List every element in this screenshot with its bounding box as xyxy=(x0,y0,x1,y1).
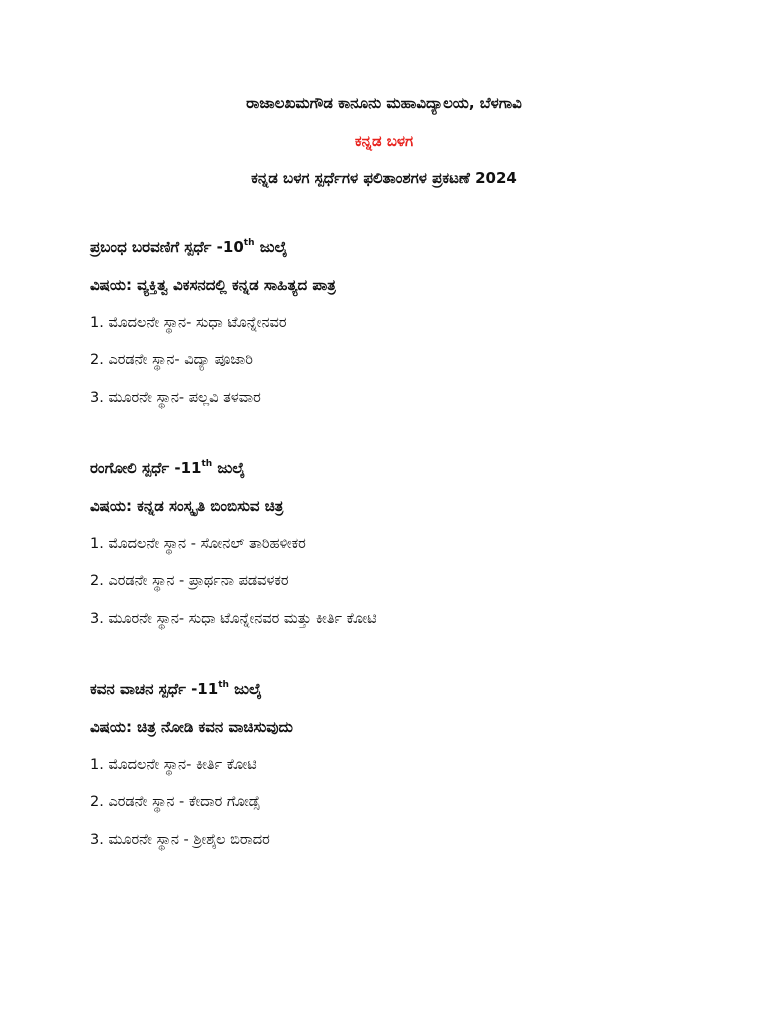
ordinal-suffix: th xyxy=(243,238,255,248)
competition-subject: ವಿಷಯ: ಚಿತ್ರ ನೋಡಿ ಕವನ ವಾಚಿಸುವುದು xyxy=(90,718,293,736)
result-first-place: 1. ಮೊದಲನೇ ಸ್ಥಾನ- ಕೀರ್ತಿ ಕೋಟಿ xyxy=(90,756,257,773)
ordinal-suffix: th xyxy=(218,680,229,690)
competition-heading-text: ಕವನ ವಾಚನ ಸ್ಪರ್ಧೆ -11 xyxy=(90,680,219,698)
result-first-place: 1. ಮೊದಲನೇ ಸ್ಥಾನ- ಸುಧಾ ಟೊನ್ನೇನವರ xyxy=(90,314,287,331)
result-second-place: 2. ಎರಡನೇ ಸ್ಥಾನ- ವಿದ್ಯಾ ಪೂಜಾರಿ xyxy=(90,352,253,368)
result-second-place: 2. ಎರಡನೇ ಸ್ಥಾನ - ಪ್ರಾರ್ಥನಾ ಪಡವಳಕರ xyxy=(90,573,289,589)
competition-heading-month: ಜುಲೈ xyxy=(228,680,262,698)
competition-essay xyxy=(90,237,730,408)
competition-heading-text: ರಂಗೋಲಿ ಸ್ಪರ್ಧೆ -11 xyxy=(90,459,202,477)
competition-heading xyxy=(90,679,730,699)
competition-heading-month: ಜುಲೈ xyxy=(212,459,246,477)
result-third-place: 3. ಮೂರನೇ ಸ್ಥಾನ- ಸುಧಾ ಟೊನ್ನೇನವರ ಮತ್ತು ಕೀರ್ತಿ ಕೋಟಿ xyxy=(90,610,377,627)
announcement-title: ಕನ್ನಡ ಬಳಗ ಸ್ಪರ್ಧೆಗಳ ಫಲಿತಾಂಶಗಳ ಪ್ರಕಟಣೆ 2024 xyxy=(251,169,517,187)
competition-poetry xyxy=(90,679,730,850)
competition-heading-text: ಪ್ರಬಂಧ ಬರವಣಿಗೆ ಸ್ಪರ್ಧೆ -10 xyxy=(90,238,244,256)
competition-rangoli xyxy=(90,458,730,629)
ordinal-suffix: th xyxy=(201,459,213,469)
result-third-place: 3. ಮೂರನೇ ಸ್ಥಾನ - ಶ್ರೀಶೈಲ ಬಿರಾದರ xyxy=(90,831,270,848)
competition-subject: ವಿಷಯ: ಕನ್ನಡ ಸಂಸ್ಕೃತಿ ಬಿಂಬಿಸುವ ಚಿತ್ರ xyxy=(90,497,284,515)
competition-subject: ವಿಷಯ: ವ್ಯಕ್ತಿತ್ವ ವಿಕಸನದಲ್ಲಿ ಕನ್ನಡ ಸಾಹಿತ್ಯದ ಪಾತ್ರ xyxy=(90,276,336,294)
competition-heading-month: ಜುಲೈ xyxy=(254,238,288,256)
competition-heading xyxy=(90,237,730,257)
forum-title: ಕನ್ನಡ ಬಳಗ xyxy=(354,132,414,150)
college-title: ರಾಜಾಲಖಮಗೌಡ ಕಾನೂನು ಮಹಾವಿದ್ಯಾಲಯ, ಬೆಳಗಾವಿ xyxy=(246,94,522,112)
result-first-place: 1. ಮೊದಲನೇ ಸ್ಥಾನ - ಸೋನಲ್ ತಾರಿಹಳೀಕರ xyxy=(90,535,306,552)
result-third-place: 3. ಮೂರನೇ ಸ್ಥಾನ- ಪಲ್ಲವಿ ತಳವಾರ xyxy=(90,389,261,406)
competition-heading xyxy=(90,458,730,478)
result-second-place: 2. ಎರಡನೇ ಸ್ಥಾನ - ಕೇದಾರ ಗೋಡ್ಸೆ xyxy=(90,794,260,810)
